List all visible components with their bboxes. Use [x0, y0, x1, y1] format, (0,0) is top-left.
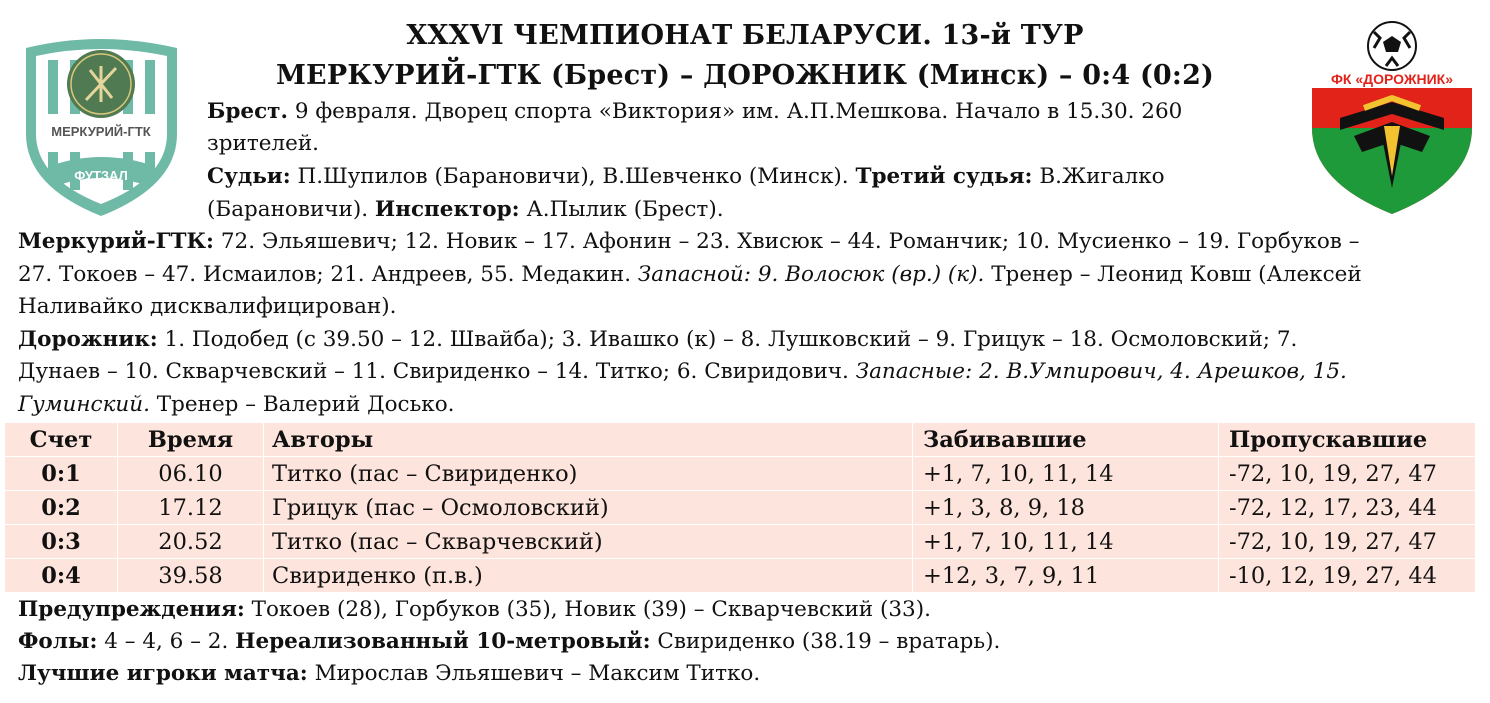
cell-conceded: -72, 12, 17, 23, 44: [1219, 491, 1476, 525]
table-header-row: [5, 423, 1476, 457]
logo-left-text-bottom: ФУТЗАЛ: [74, 168, 128, 183]
merkury-gtk-logo: [20, 36, 183, 218]
third-referee-label: Третий судья:: [855, 164, 1033, 189]
place-label: Брест.: [207, 99, 288, 124]
missed-penalty-text: Свириденко (38.19 – вратарь).: [657, 629, 1001, 654]
away-coach: Тренер – Валерий Досько.: [156, 392, 455, 417]
away-lineup-line-3: [18, 389, 455, 422]
table-row: [5, 491, 1476, 525]
best-players-label: Лучшие игроки матча:: [18, 661, 308, 686]
home-lineup-text-3: Наливайко дисквалифицирован).: [18, 294, 397, 319]
away-lineup-line-2: [18, 356, 1347, 389]
home-lineup-line-3: [18, 291, 396, 324]
place-line-2: [207, 128, 319, 161]
header-authors: Авторы: [264, 423, 913, 457]
cell-time: 39.58: [118, 559, 264, 593]
cell-time: 06.10: [118, 457, 264, 491]
referees-label: Судьи:: [207, 164, 291, 189]
home-lineup-text-1: 72. Эльяшевич; 12. Новик – 17. Афонин – 23. Хвисюк – 44. Романчик; 10. Мусиенко – 19. Горбуков –: [220, 229, 1360, 254]
away-lineup-text-2: Дунаев – 10. Скварчевский – 11. Свириденко – 14. Титко; 6. Свиридович.: [18, 359, 849, 384]
inspector-line: [207, 194, 724, 227]
inspector-label: Инспектор:: [374, 197, 520, 222]
header-conceded: Пропускавшие: [1219, 423, 1476, 457]
warnings-text: Токоев (28), Горбуков (35), Новик (39) – Скварчевский (33).: [251, 597, 931, 622]
place-text-2: зрителей.: [207, 131, 319, 156]
cell-score: 0:2: [5, 491, 118, 525]
third-referee-text: В.Жигалко: [1039, 164, 1165, 189]
header-scored: Забивавшие: [913, 423, 1219, 457]
away-substitutes: Запасные: 2. В.Умпирович, 4. Арешков, 15.: [855, 359, 1347, 384]
cell-scored: +1, 3, 8, 9, 18: [913, 491, 1219, 525]
place-line: [207, 96, 1182, 129]
cell-scored: +12, 3, 7, 9, 11: [913, 559, 1219, 593]
goals-table: [4, 422, 1476, 593]
page-title: XXXVI ЧЕМПИОНАТ БЕЛАРУСИ. 13-й ТУР: [406, 20, 1084, 51]
home-team-label: Меркурий-ГТК:: [18, 229, 214, 254]
home-lineup-line-2: [18, 259, 1362, 292]
header-score: Счет: [5, 423, 118, 457]
cell-conceded: -72, 10, 19, 27, 47: [1219, 525, 1476, 559]
cell-score: 0:4: [5, 559, 118, 593]
referees-line: [207, 161, 1165, 194]
home-substitutes: Запасной: 9. Волосюк (вр.) (к).: [637, 262, 985, 287]
fouls-line: [18, 626, 1000, 659]
cell-scored: +1, 7, 10, 11, 14: [913, 457, 1219, 491]
home-lineup-line-1: [18, 226, 1359, 259]
away-lineup-text-1: 1. Подобед (с 39.50 – 12. Швайба); 3. Ивашко (к) – 8. Лушковский – 9. Грицук – 18. Осмоловский; 7.: [164, 327, 1298, 352]
cell-time: 17.12: [118, 491, 264, 525]
home-coach: Тренер – Леонид Ковш (Алексей: [991, 262, 1362, 287]
best-players-line: [18, 658, 760, 691]
header-time: Время: [118, 423, 264, 457]
cell-authors: Грицук (пас – Осмоловский): [264, 491, 913, 525]
place-text: 9 февраля. Дворец спорта «Виктория» им. А.П.Мешкова. Начало в 15.30. 260: [294, 99, 1183, 124]
cell-conceded: -10, 12, 19, 27, 44: [1219, 559, 1476, 593]
warnings-line: [18, 594, 931, 627]
warnings-label: Предупреждения:: [18, 597, 245, 622]
away-team-label: Дорожник:: [18, 327, 158, 352]
cell-authors: Титко (пас – Свириденко): [264, 457, 913, 491]
table-row: [5, 559, 1476, 593]
cell-scored: +1, 7, 10, 11, 14: [913, 525, 1219, 559]
missed-penalty-label: Нереализованный 10-метровый:: [235, 629, 651, 654]
away-substitutes-2: Гуминский.: [18, 392, 150, 417]
cell-authors: Титко (пас – Скварчевский): [264, 525, 913, 559]
match-title: МЕРКУРИЙ-ГТК (Брест) – ДОРОЖНИК (Минск) – 0:4 (0:2): [275, 60, 1215, 91]
logo-right-text: ФК «ДОРОЖНИК»: [1330, 71, 1454, 87]
cell-conceded: -72, 10, 19, 27, 47: [1219, 457, 1476, 491]
cell-authors: Свириденко (п.в.): [264, 559, 913, 593]
cell-score: 0:1: [5, 457, 118, 491]
best-players-text: Мирослав Эльяшевич – Максим Титко.: [314, 661, 761, 686]
logo-left-text-top: МЕРКУРИЙ-ГТК: [51, 124, 151, 139]
away-lineup-line-1: [18, 324, 1297, 357]
table-row: [5, 457, 1476, 491]
table-row: [5, 525, 1476, 559]
dorozhnik-logo: [1310, 18, 1474, 216]
fouls-label: Фолы:: [18, 629, 98, 654]
cell-score: 0:3: [5, 525, 118, 559]
inspector-text: А.Пылик (Брест).: [526, 197, 724, 222]
referees-text: П.Шупилов (Барановичи), В.Шевченко (Минск).: [297, 164, 849, 189]
third-referee-text-2: (Барановичи).: [207, 197, 369, 222]
cell-time: 20.52: [118, 525, 264, 559]
home-lineup-text-2: 27. Токоев – 47. Исмаилов; 21. Андреев, 55. Медакин.: [18, 262, 632, 287]
fouls-text: 4 – 4, 6 – 2.: [104, 629, 229, 654]
